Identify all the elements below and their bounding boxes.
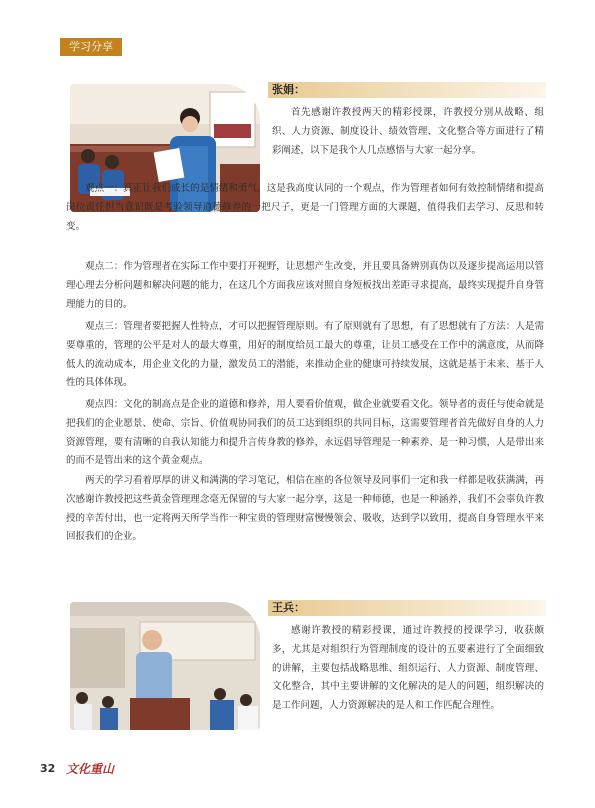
article1-paragraph: 观点一：真正让我们成长的是情绪和勇气，这是我高度认同的一个观点，作为管理者如何有效控制情绪和提高岗位责任担当意识既是考验领导道德修养的一把尺子，更是一门管理方面的大课题，值得我们去学习、反思和转变。 bbox=[66, 183, 544, 232]
photo-wang-bing bbox=[70, 602, 260, 730]
magazine-logo: 文化重山 bbox=[66, 762, 115, 776]
speaker-name-zhang-juan: 张娟： bbox=[268, 82, 546, 98]
section-tag: 学习分享 bbox=[60, 38, 122, 56]
article2-paragraph: 感谢许教授的精彩授课，通过许教授的授课学习，收获颇多，尤其是对组织行为管理制度的设计的五要素进行了全面细致的讲解，主要包括战略思维、组织运行、人力资源、制度管理、文化整合，其中主要讲解的文化解决的是人的问题，组织解决的是工作问题，人力资源解决的是人和工作匹配合理性。 bbox=[272, 625, 544, 712]
article1-paragraph: 观点二：作为管理者在实际工作中要打开视野，让思想产生改变，并且要具备辨别真伪以及逐步提高运用以管理心理去分析问题和解决问题的能力，在这几个方面我应该对照自身短板找出差距寻求提高，最终实现提升自身管理能力的目的。 bbox=[66, 261, 544, 310]
article1-paragraph: 观点四：文化的制高点是企业的道德和修养，用人要看价值观，做企业就要看文化。领导者的责任与使命就是把我们的企业愿景、使命、宗旨、价值观协同我们的员工达到组织的共同目标，这需要管理者首先做好自身的人力资源管理，要有清晰的自我认知能力和提升言传身教的修养，永远倡导管理是一种素养、是一种习惯，人是带出来的而不是管出来的这个黄金观点。 bbox=[66, 399, 544, 467]
article1-paragraph: 观点三：管理者要把握人性特点，才可以把握管理原则。有了原则就有了思想，有了思想就有了方法：人是需要尊重的，管理的公平是对人的最大尊重，用好的制度给员工最大的尊重，让员工感受在工作中的满意度，从而降低人的流动成本，用企业文化的力量，激发员工的潜能，来推动企业的健康可持续发展，这就是基于未来、基于人性的具体体现。 bbox=[66, 321, 544, 389]
page-number: 32 bbox=[40, 762, 56, 775]
article1-paragraph: 首先感谢许教授两天的精彩授课，许教授分别从战略、组织、人力资源、制度设计、绩效管理、文化整合等方面进行了精彩阐述，以下是我个人几点感悟与大家一起分享。 bbox=[272, 107, 544, 156]
article1-paragraph: 两天的学习看着厚厚的讲义和满满的学习笔记，相信在座的各位领导及同事们一定和我一样都是收获满满，再次感谢许教授把这些黄金管理理念毫无保留的与大家一起分享，这是一种师德，也是一种涵养，我们不会辜负许教授的辛苦付出，也一定将两天所学当作一种宝贵的管理财富慢慢领会、吸收，达到学以致用，提高自身管理水平来回报我们的企业。 bbox=[66, 475, 544, 543]
speaker-name-wang-bing: 王兵： bbox=[268, 600, 546, 616]
